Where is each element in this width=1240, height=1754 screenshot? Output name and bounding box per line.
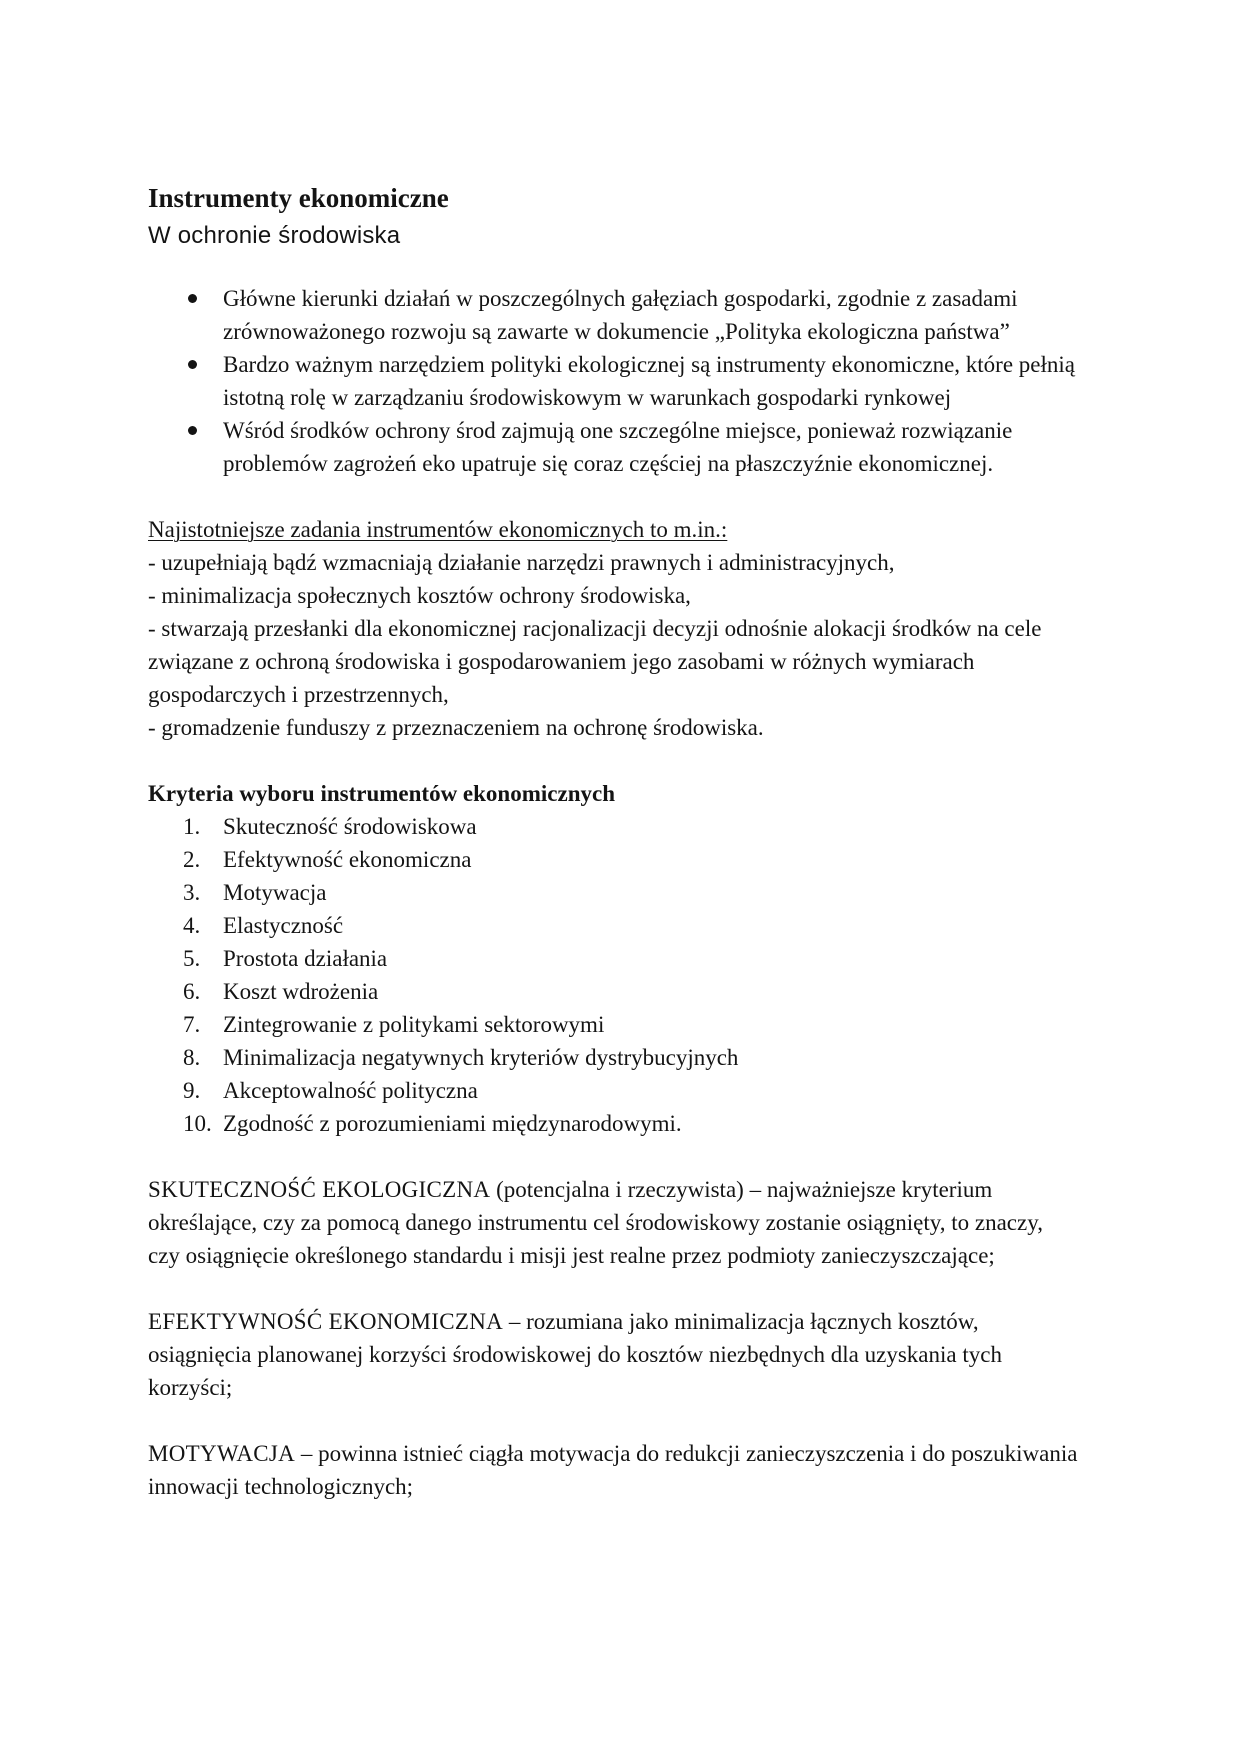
bullet-text: Wśród środków ochrony środ zajmują one szczególne miejsce, ponieważ rozwiązanie problemów zagrożeń eko upatruje się coraz częściej na płaszczyźnie ekonomicznej. bbox=[223, 418, 1013, 476]
criteria-label: Efektywność ekonomiczna bbox=[223, 847, 472, 872]
criteria-list bbox=[148, 810, 1240, 1140]
bullet-dot-icon bbox=[188, 426, 197, 435]
bullet-dot-icon bbox=[188, 360, 197, 369]
bullet-text: Główne kierunki działań w poszczególnych gałęziach gospodarki, zgodnie z zasadami zrównoważonego rozwoju są zawarte w dokumencie „Polityka ekologiczna państwa” bbox=[223, 286, 1018, 344]
criteria-item bbox=[148, 1074, 1240, 1107]
criteria-item bbox=[148, 1008, 1240, 1041]
criteria-label: Motywacja bbox=[223, 880, 327, 905]
criteria-number: 2. bbox=[183, 847, 201, 872]
criteria-item bbox=[148, 942, 1240, 975]
criteria-item bbox=[148, 876, 1240, 909]
bullet-item bbox=[148, 282, 1108, 348]
criteria-label: Zintegrowanie z politykami sektorowymi bbox=[223, 1012, 605, 1037]
criteria-label: Koszt wdrożenia bbox=[223, 979, 379, 1004]
tasks-section bbox=[148, 513, 1118, 744]
criteria-label: Prostota działania bbox=[223, 946, 388, 971]
criteria-number: 6. bbox=[183, 979, 201, 1004]
criteria-heading: Kryteria wyboru instrumentów ekonomicznych bbox=[148, 781, 615, 806]
definition-term: SKUTECZNOŚĆ EKOLOGICZNA bbox=[148, 1177, 491, 1202]
criteria-item bbox=[148, 1107, 1240, 1140]
task-item: - minimalizacja społecznych kosztów ochrony środowiska, bbox=[148, 583, 691, 608]
criteria-item bbox=[148, 810, 1240, 843]
criteria-item bbox=[148, 909, 1240, 942]
definition-text: – rozumiana jako minimalizacja łącznych kosztów, osiągnięcia planowanej korzyści środowiskowej do kosztów niezbędnych dla uzyskania tych korzyści; bbox=[148, 1309, 1002, 1400]
criteria-number: 3. bbox=[183, 880, 201, 905]
criteria-label: Minimalizacja negatywnych kryteriów dystrybucyjnych bbox=[223, 1045, 739, 1070]
tasks-heading: Najistotniejsze zadania instrumentów ekonomicznych to m.in.: bbox=[148, 517, 728, 542]
page-title: Instrumenty ekonomiczne bbox=[148, 183, 449, 213]
criteria-number: 7. bbox=[183, 1012, 201, 1037]
definition-text: – powinna istnieć ciągła motywacja do redukcji zanieczyszczenia i do poszukiwania innowacji technologicznych; bbox=[148, 1441, 1078, 1499]
criteria-number: 8. bbox=[183, 1045, 201, 1070]
bullet-text: Bardzo ważnym narzędziem polityki ekologicznej są instrumenty ekonomiczne, które pełnią istotną rolę w zarządzaniu środowiskowym w warunkach gospodarki rynkowej bbox=[223, 352, 1075, 410]
definition-paragraph bbox=[148, 1305, 1078, 1404]
definition-paragraph bbox=[148, 1173, 1078, 1272]
criteria-label: Skuteczność środowiskowa bbox=[223, 814, 477, 839]
criteria-item bbox=[148, 1041, 1240, 1074]
definition-text: (potencjalna i rzeczywista) – najważniejsze kryterium określające, czy za pomocą danego instrumentu cel środowiskowy zostanie osiągnięty, to znaczy, czy osiągnięcie określonego standardu i misji jest realne przez podmioty zanieczyszczające; bbox=[148, 1177, 1043, 1268]
criteria-item bbox=[148, 843, 1240, 876]
bullet-dot-icon bbox=[188, 294, 197, 303]
definition-term: MOTYWACJA bbox=[148, 1441, 296, 1466]
criteria-number: 1. bbox=[183, 814, 201, 839]
criteria-number: 9. bbox=[183, 1078, 201, 1103]
definition-term: EFEKTYWNOŚĆ EKONOMICZNA bbox=[148, 1309, 504, 1334]
bullet-item bbox=[148, 414, 1108, 480]
criteria-item bbox=[148, 975, 1240, 1008]
criteria-label: Elastyczność bbox=[223, 913, 344, 938]
criteria-number: 4. bbox=[183, 913, 201, 938]
criteria-label: Akceptowalność polityczna bbox=[223, 1078, 478, 1103]
page-subtitle: W ochronie środowiska bbox=[148, 222, 401, 249]
task-item: - gromadzenie funduszy z przeznaczeniem na ochronę środowiska. bbox=[148, 715, 764, 740]
bullet-item bbox=[148, 348, 1108, 414]
criteria-label: Zgodność z porozumieniami międzynarodowymi. bbox=[223, 1111, 682, 1136]
bullet-list bbox=[148, 282, 1108, 480]
criteria-number: 10. bbox=[183, 1111, 212, 1136]
definition-paragraph bbox=[148, 1437, 1078, 1503]
task-item: - uzupełniają bądź wzmacniają działanie narzędzi prawnych i administracyjnych, bbox=[148, 550, 895, 575]
task-item: - stwarzają przesłanki dla ekonomicznej racjonalizacji decyzji odnośnie alokacji środków na cele związane z ochroną środowiska i gospodarowaniem jego zasobami w różnych wymiarach gospodarczych i przestrzennych, bbox=[148, 616, 1042, 707]
criteria-number: 5. bbox=[183, 946, 201, 971]
